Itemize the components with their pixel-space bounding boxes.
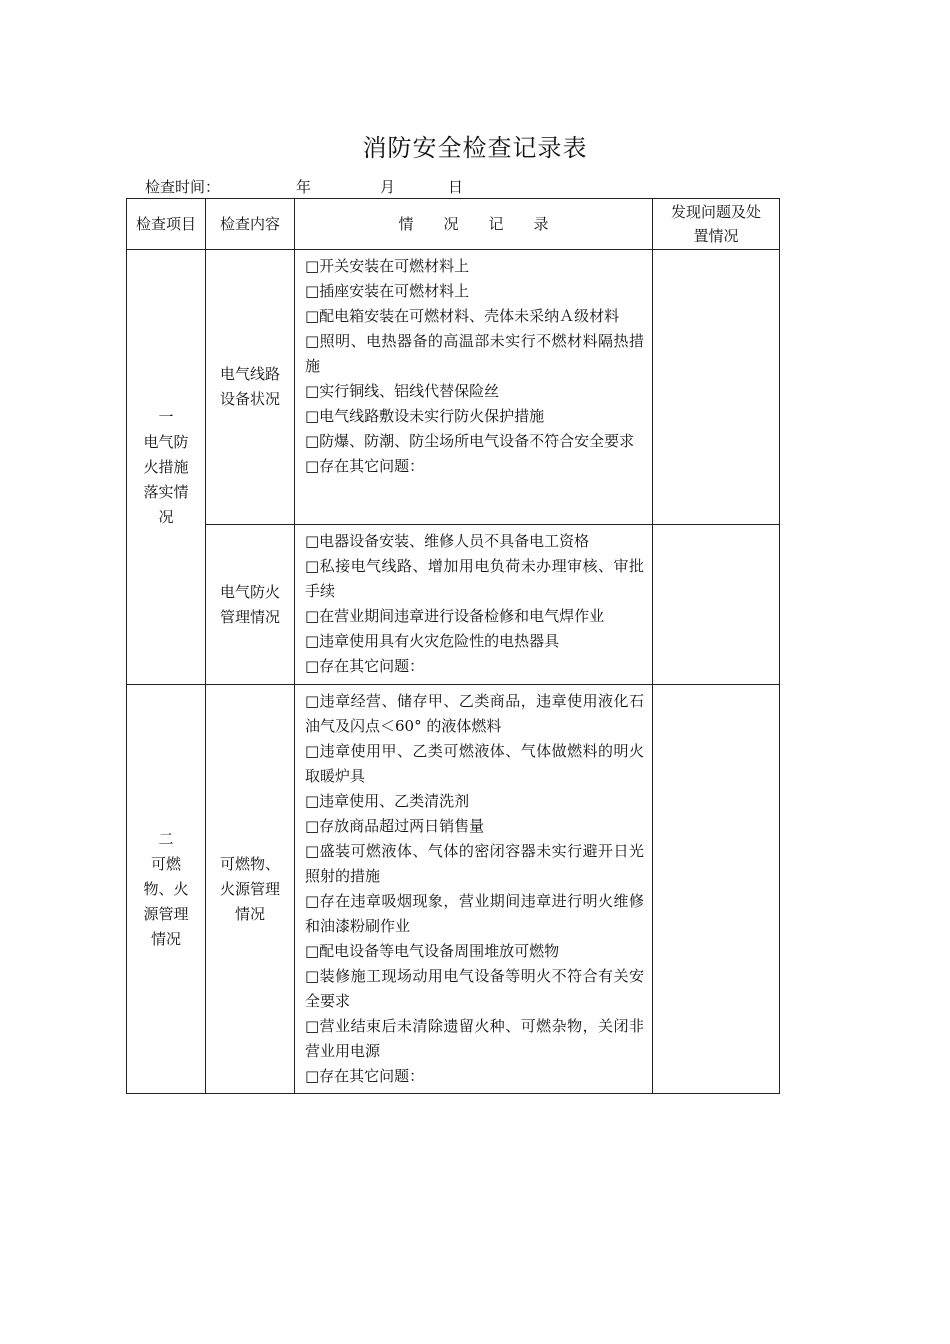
section-1-records-1 [295, 250, 653, 525]
section-1-no: 一 [158, 407, 174, 426]
section-2-item [127, 685, 206, 1094]
record-item[interactable]: □照明、电热器备的高温部未实行不燃材料隔热措施 [305, 332, 644, 375]
page-title: 消防安全检查记录表 [362, 134, 588, 162]
section-2-name: 可燃物、火源管理情况 [143, 854, 189, 948]
record-item[interactable]: □存在违章吸烟现象，营业期间违章进行明火维修和油漆粉刷作业 [305, 892, 644, 935]
month-label: 月 [380, 178, 396, 196]
record-item[interactable]: □防爆、防潮、防尘场所电气设备不符合安全要求 [305, 432, 635, 450]
day-label: 日 [448, 178, 464, 196]
header-findings: 发现问题及处置情况 [653, 199, 780, 250]
record-item[interactable]: □开关安装在可燃材料上 [305, 257, 470, 275]
record-item[interactable]: □营业结束后未清除遗留火种、可燃杂物，关闭非营业用电源 [305, 1017, 644, 1060]
section-2-content-1: 可燃物、火源管理情况 [206, 685, 295, 1094]
section-2-records-1 [295, 685, 653, 1094]
section-1-content-1: 电气线路设备状况 [206, 250, 295, 525]
record-item[interactable]: □盛装可燃液体、气体的密闭容器未实行避开日光照射的措施 [305, 842, 644, 885]
header-content: 检查内容 [206, 199, 295, 250]
record-item[interactable]: □电气线路敷设未实行防火保护措施 [305, 407, 545, 425]
record-item[interactable]: □违章使用甲、乙类可燃液体、气体做燃料的明火取暖炉具 [305, 742, 644, 785]
record-item[interactable]: □电器设备安装、维修人员不具备电工资格 [305, 532, 590, 550]
findings-cell[interactable] [653, 250, 780, 525]
inspection-table [126, 198, 780, 1094]
record-item[interactable]: □实行铜线、铝线代替保险丝 [305, 382, 500, 400]
record-item[interactable]: □配电设备等电气设备周围堆放可燃物 [305, 942, 560, 960]
section-1-content-2: 电气防火管理情况 [206, 525, 295, 685]
record-item[interactable]: □存在其它问题： [305, 657, 425, 675]
record-item[interactable]: □存放商品超过两日销售量 [305, 817, 485, 835]
date-label: 检查时间： [145, 178, 221, 196]
inspection-date-line [145, 176, 645, 198]
record-item[interactable]: □配电箱安装在可燃材料、壳体未采纳Ａ级材料 [305, 307, 620, 325]
findings-cell[interactable] [653, 525, 780, 685]
section-1-records-2 [295, 525, 653, 685]
record-item[interactable]: □插座安装在可燃材料上 [305, 282, 470, 300]
record-item[interactable]: □存在其它问题： [305, 1067, 425, 1085]
section-2-no: 二 [158, 829, 174, 848]
section-1-name: 电气防火措施落实情况 [143, 432, 189, 526]
record-item[interactable]: □私接电气线路、增加用电负荷未办理审核、审批手续 [305, 557, 644, 600]
year-label: 年 [296, 178, 312, 196]
table-row [127, 525, 780, 685]
section-1-item [127, 250, 206, 685]
table-row [127, 685, 780, 1094]
header-item: 检查项目 [127, 199, 206, 250]
table-header-row [127, 199, 780, 250]
header-record: 情 况 记 录 [295, 199, 653, 250]
record-item[interactable]: □存在其它问题： [305, 457, 425, 475]
record-item[interactable]: □装修施工现场动用电气设备等明火不符合有关安全要求 [305, 967, 644, 1010]
findings-cell[interactable] [653, 685, 780, 1094]
table-row [127, 250, 780, 525]
record-item[interactable]: □违章使用具有火灾危险性的电热器具 [305, 632, 560, 650]
record-item[interactable]: □违章使用、乙类清洗剂 [305, 792, 470, 810]
record-item[interactable]: □在营业期间违章进行设备检修和电气焊作业 [305, 607, 605, 625]
record-item[interactable]: □违章经营、储存甲、乙类商品，违章使用液化石油气及闪点＜60° 的液体燃料 [305, 692, 644, 735]
